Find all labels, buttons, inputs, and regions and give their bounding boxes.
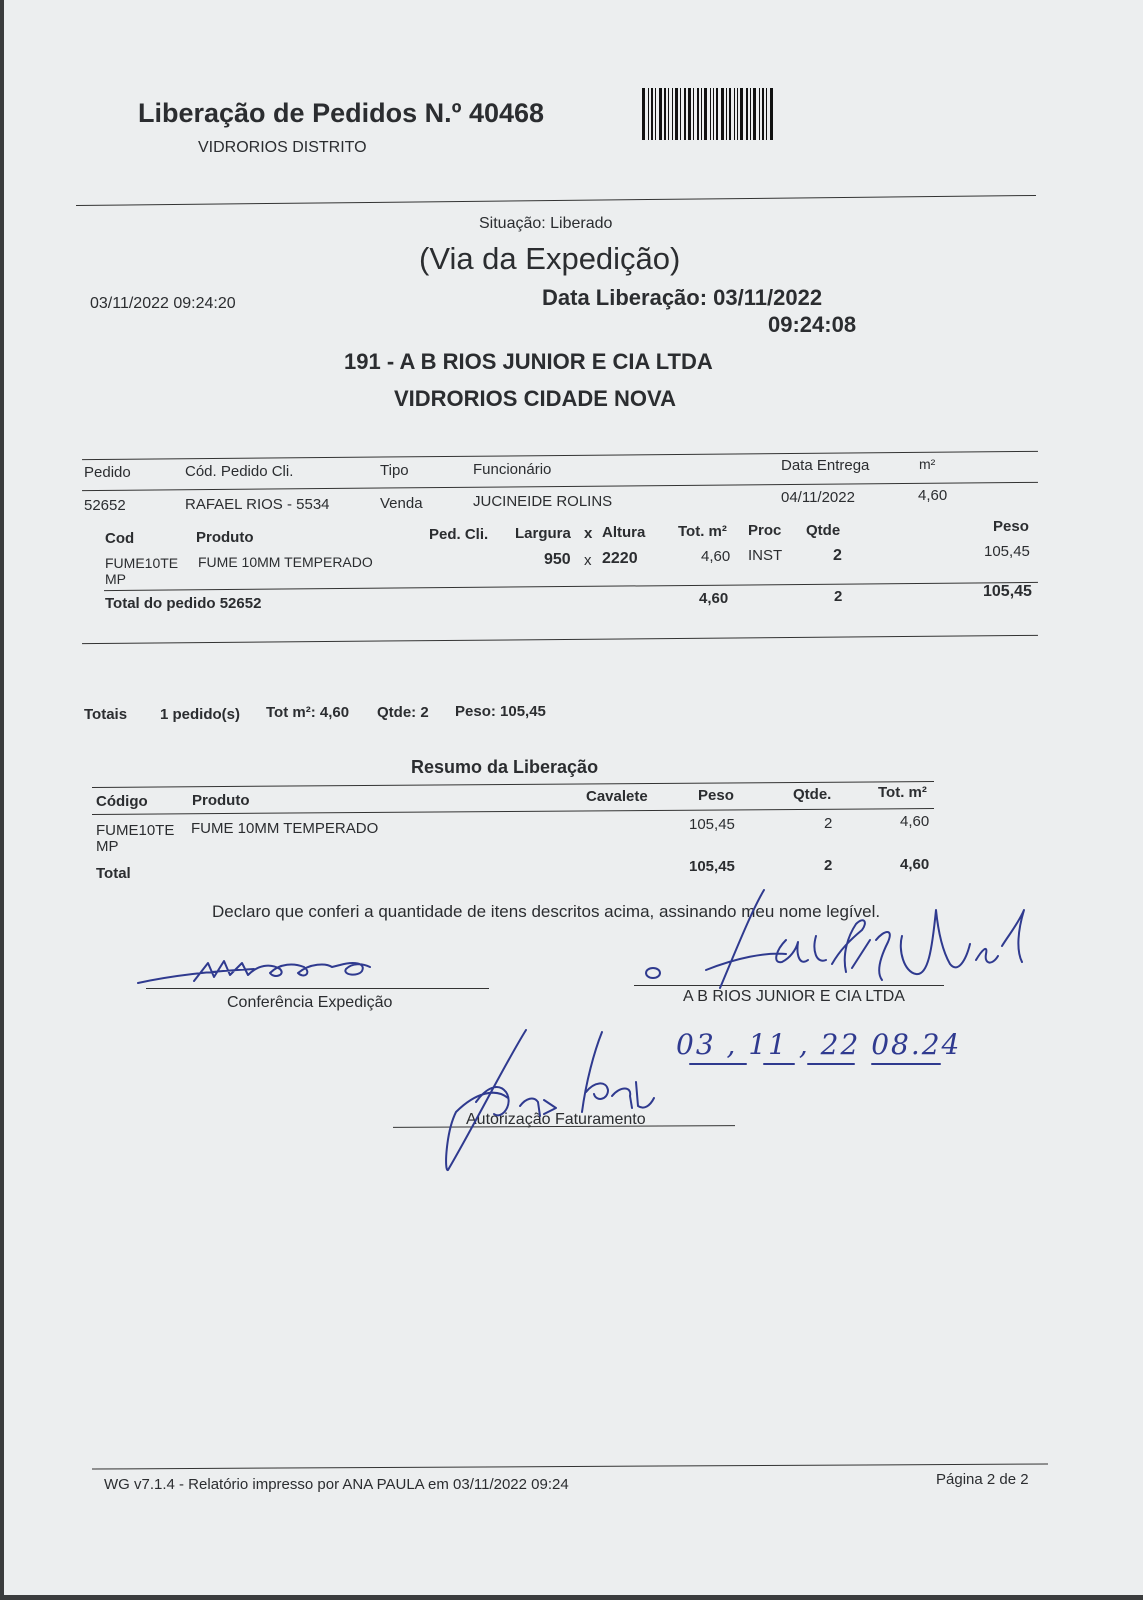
items-col-cod: Cod — [105, 530, 135, 547]
customer-store: VIDRORIOS CIDADE NOVA — [394, 386, 676, 411]
items-col-ped-cli: Ped. Cli. — [429, 526, 489, 543]
status-line: Situação: Liberado — [479, 215, 613, 232]
divider — [82, 482, 1038, 491]
item-tot-m2: 4,60 — [701, 548, 731, 565]
summary-title: Resumo da Liberação — [411, 757, 599, 777]
order-m2: 4,60 — [918, 487, 948, 504]
document-title: Liberação de Pedidos N.º 40468 — [138, 98, 545, 128]
customer-name: 191 - A B RIOS JUNIOR E CIA LTDA — [344, 349, 713, 374]
summary-total-label: Total — [96, 865, 131, 882]
document-page — [4, 0, 1143, 1595]
items-col-qtde: Qtde — [806, 522, 841, 539]
employee: JUCINEIDE ROLINS — [473, 493, 613, 510]
item-code: FUME10TE — [105, 555, 179, 571]
divider — [92, 808, 934, 815]
summary-total-weight: 105,45 — [689, 858, 735, 875]
col-cod-pedido-cli: Cód. Pedido Cli. — [185, 463, 294, 480]
items-col-peso: Peso — [993, 518, 1029, 535]
summary-col-cavalete: Cavalete — [586, 788, 648, 805]
item-product: FUME 10MM TEMPERADO — [198, 554, 373, 570]
divider — [104, 582, 1038, 591]
delivery-date: 04/11/2022 — [781, 489, 855, 506]
summary-item-product: FUME 10MM TEMPERADO — [191, 820, 379, 837]
handwritten-signature — [134, 945, 384, 995]
col-m2: m² — [919, 456, 936, 472]
order-total-weight: 105,45 — [983, 583, 1032, 600]
item-proc: INST — [748, 547, 783, 564]
signature-label-conferencia: Conferência Expedição — [227, 994, 393, 1011]
summary-total-m2: 4,60 — [900, 856, 930, 873]
summary-col-produto: Produto — [192, 792, 250, 809]
order-total-m2: 4,60 — [699, 590, 729, 607]
divider — [82, 635, 1038, 644]
items-col-produto: Produto — [196, 529, 254, 546]
printed-datetime: 03/11/2022 09:24:20 — [90, 295, 236, 312]
signature-label-autorizacao: Autorização Faturamento — [466, 1111, 646, 1128]
handwritten-date: 03 , 11 , 22 08.24 — [676, 1028, 962, 1061]
item-code-suffix: MP — [105, 571, 126, 587]
item-width: 950 — [544, 551, 571, 568]
handwritten-underline — [684, 1060, 964, 1070]
summary-col-codigo: Código — [96, 793, 148, 810]
totals-weight: Peso: 105,45 — [455, 703, 546, 720]
items-col-largura: Largura — [515, 525, 571, 542]
totals-qty: Qtde: 2 — [377, 704, 429, 721]
items-col-proc: Proc — [748, 522, 782, 539]
signature-label-company: A B RIOS JUNIOR E CIA LTDA — [683, 988, 905, 1005]
item-weight: 105,45 — [984, 543, 1030, 560]
totals-m2: Tot m²: 4,60 — [266, 704, 350, 721]
footer-printed-by: WG v7.1.4 - Relatório impresso por ANA PAULA em 03/11/2022 09:24 — [104, 1476, 569, 1493]
totals-label: Totais — [84, 706, 128, 723]
summary-col-qtde: Qtde. — [793, 786, 832, 803]
summary-item-code: FUME10TE — [96, 822, 175, 839]
summary-item-m2: 4,60 — [900, 813, 930, 830]
item-height: 2220 — [602, 550, 638, 567]
handwritten-signature — [436, 1022, 656, 1187]
items-col-tot-m2: Tot. m² — [678, 523, 727, 540]
totals-orders: 1 pedido(s) — [160, 706, 241, 723]
summary-item-qty: 2 — [824, 815, 833, 832]
release-time: 09:24:08 — [768, 312, 857, 337]
summary-col-tot-m2: Tot. m² — [878, 784, 927, 801]
order-total-qty: 2 — [834, 588, 843, 605]
col-pedido: Pedido — [84, 464, 131, 481]
summary-item-weight: 105,45 — [689, 816, 735, 833]
copy-label: (Via da Expedição) — [419, 241, 681, 276]
col-funcionario: Funcionário — [473, 461, 552, 478]
col-tipo: Tipo — [380, 462, 409, 479]
col-data-entrega: Data Entrega — [781, 457, 870, 474]
declaration-text: Declaro que conferi a quantidade de itens descritos acima, assinando meu nome legível. — [212, 902, 881, 921]
divider — [76, 195, 1036, 206]
summary-total-qty: 2 — [824, 857, 833, 874]
handwritten-signature — [636, 880, 1036, 995]
summary-item-code-suffix: MP — [96, 838, 119, 855]
order-number: 52652 — [84, 497, 126, 514]
client-order-code: RAFAEL RIOS - 5534 — [185, 496, 330, 513]
items-col-altura: Altura — [602, 524, 646, 541]
issuer-company: VIDRORIOS DISTRITO — [198, 139, 367, 156]
release-date: Data Liberação: 03/11/2022 — [542, 285, 823, 310]
item-qty: 2 — [833, 547, 842, 564]
footer-page-number: Página 2 de 2 — [936, 1471, 1029, 1488]
divider — [92, 1463, 1048, 1469]
summary-col-peso: Peso — [698, 787, 734, 804]
divider — [82, 451, 1038, 460]
item-x: x — [584, 552, 592, 569]
order-total-label: Total do pedido 52652 — [105, 595, 262, 612]
items-col-x: x — [584, 525, 593, 542]
order-type: Venda — [380, 495, 423, 512]
barcode — [640, 88, 812, 140]
